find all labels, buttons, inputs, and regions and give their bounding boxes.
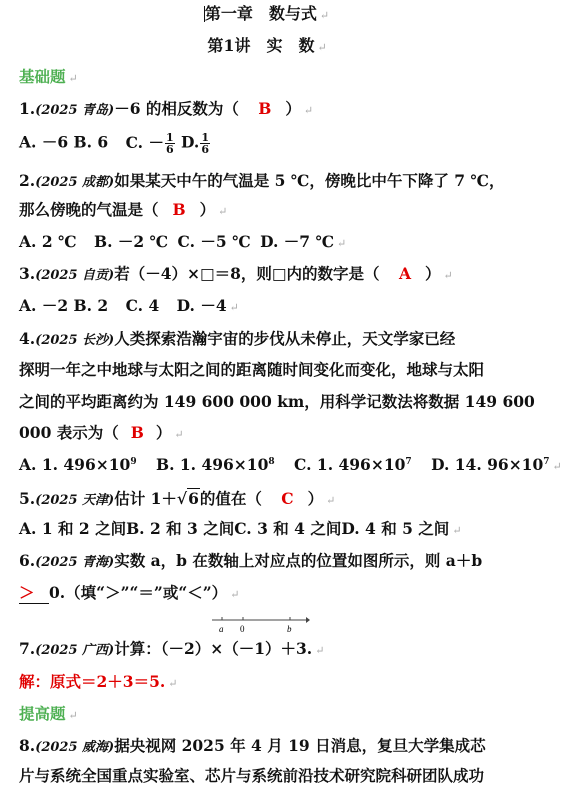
solution-7: 解：原式＝2＋3＝5. ↵: [19, 672, 178, 691]
options-5: A. 1 和 2 之间B. 2 和 3 之间C. 3 和 4 之间D. 4 和 5 之间 ↵: [19, 519, 462, 538]
fraction-one-sixth-d: $\frac{1}{6}$: [201, 131, 209, 156]
question-5: 5.(2025 天津)估计 1＋√6的值在（ C ） ↵: [19, 489, 336, 508]
answer-5: C: [281, 489, 294, 508]
question-2: 2.(2025 成都)如果某天中午的气温是 5 ℃，傍晚比中午下降了 7 ℃，: [19, 171, 505, 190]
section-basic: 基础题 ↵: [19, 67, 78, 86]
answer-4: B: [130, 423, 144, 442]
answer-2: B: [172, 200, 186, 219]
question-8-line1: 8.(2025 威海)据央视网 2025 年 4 月 19 日消息，复旦大学集成芯: [19, 736, 486, 755]
sqrt-six: 6: [188, 489, 199, 508]
lesson-title: 第1讲 实 数 ↵: [207, 36, 327, 55]
question-4-line1: 4.(2025 长沙)人类探索浩瀚宇宙的步伐从未停止，天文学家已经: [19, 329, 456, 348]
options-1: A. －6 B. 6 C. － $\frac{1}{6}$ D. $\frac{1}{6}$: [19, 131, 209, 156]
question-2-cont: 那么傍晚的气温是（ B ） ↵: [19, 200, 228, 219]
options-2: A. 2 ℃ B. －2 ℃ C. －5 ℃ D. －7 ℃ ↵: [19, 232, 347, 251]
answer-6: ＞: [19, 583, 49, 604]
question-4-line4: 000 表示为（ B ） ↵: [19, 423, 184, 442]
number-line: [210, 611, 310, 633]
numline-label-zero: 0: [240, 624, 245, 634]
options-4: A. 1. $496\times 10^9$ B. 1. $496\times 10^8$ C. 1. $496\times 10^7$ D. 14. $96\times 10^7$ ↵: [19, 455, 562, 474]
question-6: 6.(2025 青海)实数 a，b 在数轴上对应点的位置如图所示，则 a＋b: [19, 551, 483, 570]
question-4-line3: 之间的平均距离约为 149 600 000 km，用科学记数法将数据 149 600: [19, 392, 535, 411]
question-3: 3.(2025 自贡)若（－4）×□＝8，则□内的数字是（ A ） ↵: [19, 264, 453, 283]
section-advanced: 提高题 ↵: [19, 704, 78, 723]
chapter-title: 第一章 数与式 ↵: [204, 4, 330, 23]
fraction-one-sixth: $\frac{1}{6}$: [165, 131, 174, 156]
answer-3: A: [398, 264, 411, 283]
options-3: A. －2 B. 2 C. 4 D. －4 ↵: [19, 296, 239, 315]
question-8-line2: 片与系统全国重点实验室、芯片与系统前沿技术研究院科研团队成功: [19, 766, 485, 785]
numline-label-a: a: [219, 624, 224, 634]
numline-label-b: b: [287, 624, 292, 634]
answer-1: B: [258, 99, 272, 118]
question-7: 7.(2025 广西)计算：（－2）×（－1）＋3. ↵: [19, 639, 325, 658]
question-1: 1.(2025 青岛)－6 的相反数为（ B ） ↵: [19, 99, 314, 118]
question-4-line2: 探明一年之中地球与太阳之间的距离随时间变化而变化，地球与太阳: [19, 360, 485, 379]
question-6-cont: ＞ 0.（填“＞”“＝”或“＜”） ↵: [19, 583, 240, 602]
